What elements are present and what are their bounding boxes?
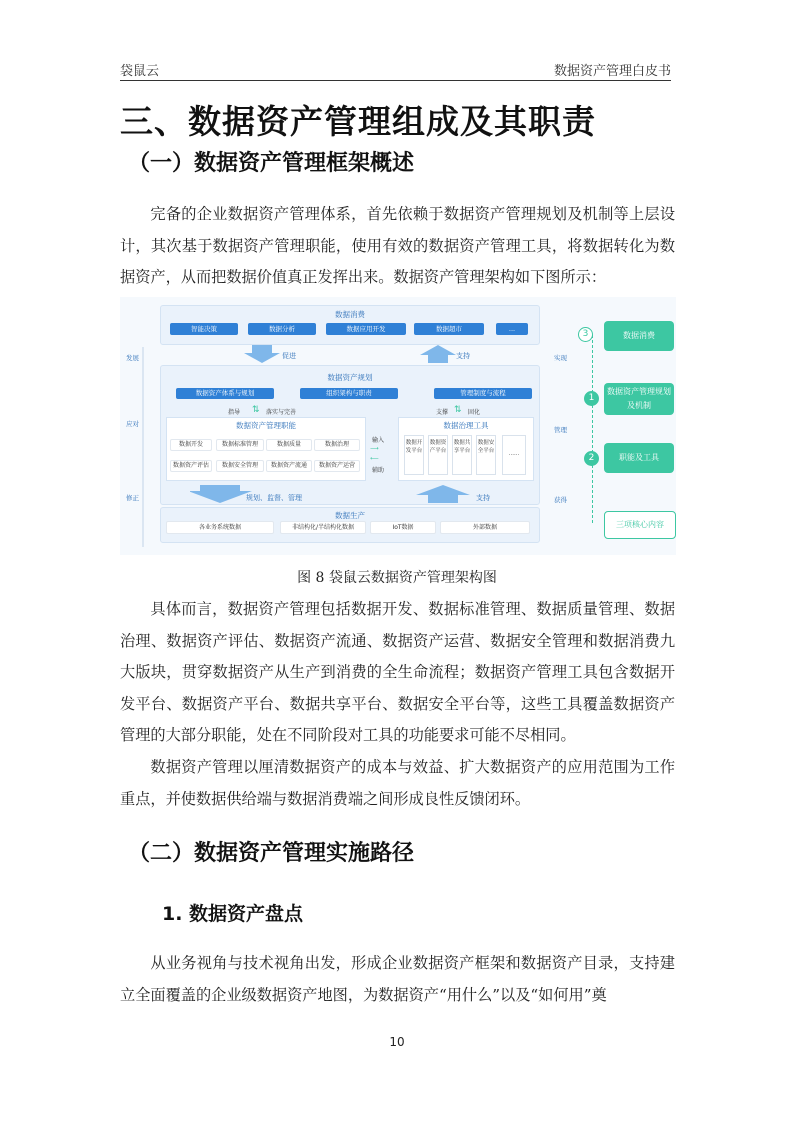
- paragraph: 从业务视角与技术视角出发，形成企业数据资产框架和数据资产目录，支持建立全面覆盖的企业级数据资产地图，为数据资产“用什么”以及“如何用”奠: [120, 954, 675, 1004]
- core-box-consume: 数据消费: [604, 321, 674, 351]
- right-label-obtain: 获得: [554, 496, 567, 504]
- step-number: 3: [578, 327, 593, 342]
- produce-item: IoT数据: [370, 521, 436, 534]
- architecture-diagram: [120, 297, 676, 555]
- label-support-top: 支持: [456, 352, 470, 360]
- label-plan-supervise: 规划、监督、管理: [246, 494, 302, 502]
- label-solid: 固化: [468, 409, 481, 416]
- tool-item: 数据资产平台: [428, 435, 448, 475]
- core-box-plan: 数据资产管理规划及机制: [604, 383, 674, 415]
- paragraph: 具体而言，数据资产管理包括数据开发、数据标准管理、数据质量管理、数据治理、数据资产评估、数据资产流通、数据资产运营、数据安全管理和数据消费九大版块，贯穿数据资产从生产到消费的全生命流程；数据资产管理工具包含数据开发平台、数据资产平台、数据共享平台、数据安全平台等，这些工具覆盖数据资产管理的大部分职能，处在不同阶段对工具的功能要求可能不尽相同。: [120, 600, 675, 744]
- function-item: 数据标准管理: [216, 439, 264, 451]
- core-content-box: 三项核心内容: [604, 511, 676, 539]
- label-input: 输入: [372, 437, 385, 444]
- arrow-left-icon: ⟵: [370, 455, 379, 462]
- section-title: （二）数据资产管理实施路径: [128, 841, 415, 866]
- function-item: 数据安全管理: [216, 460, 264, 472]
- tool-item: 数据开发平台: [404, 435, 424, 475]
- label-land: 落实与完善: [266, 409, 297, 416]
- tool-item: 数据共享平台: [452, 435, 472, 475]
- step-number: 1: [584, 391, 599, 406]
- produce-item: 各业务系统数据: [166, 521, 274, 534]
- arrows-updown-icon: ⇅: [252, 405, 260, 415]
- paragraph: 数据资产管理以厘清数据资产的成本与效益、扩大数据资产的应用范围为工作重点，并使数据供给端与数据消费端之间形成良性反馈闭环。: [120, 758, 675, 808]
- function-item: 数据资产运营: [314, 460, 360, 472]
- produce-title: 数据生产: [335, 511, 365, 520]
- consume-item: ...: [496, 323, 528, 335]
- plan-item: 组织架构与职责: [300, 388, 398, 399]
- plan-title: 数据资产规划: [327, 373, 373, 382]
- page-number: 10: [389, 1035, 405, 1049]
- produce-item: 外部数据: [440, 521, 530, 534]
- functions-title: 数据资产管理职能: [236, 421, 296, 430]
- consume-item: 数据超市: [414, 323, 484, 335]
- figure-caption: 图 8 袋鼠云数据资产管理架构图: [297, 570, 497, 586]
- plan-item: 管理制度与流程: [434, 388, 532, 399]
- side-label-respond: 应对: [126, 420, 139, 428]
- arrow-right-icon: ⟶: [370, 445, 379, 452]
- header-company: 袋鼠云: [120, 64, 160, 79]
- label-assist: 辅助: [372, 467, 385, 474]
- function-item: 数据治理: [314, 439, 360, 451]
- core-box-tools: 职能及工具: [604, 443, 674, 473]
- tool-item: ......: [502, 435, 526, 475]
- paragraph: 完备的企业数据资产管理体系，首先依赖于数据资产管理规划及机制等上层设计，其次基于数据资产管理职能，使用有效的数据资产管理工具，将数据转化为数据资产，从而把数据价值真正发挥出来。数据资产管理架构如下图所示：: [120, 205, 675, 286]
- right-label-manage: 管理: [554, 426, 567, 434]
- arrows-updown-icon: ⇅: [454, 405, 462, 415]
- section-title: （一）数据资产管理框架概述: [128, 151, 415, 176]
- header-doc-title: 数据资产管理白皮书: [553, 64, 671, 79]
- subsection-title: 1. 数据资产盘点: [162, 903, 304, 925]
- right-label-realize: 实现: [554, 354, 567, 362]
- chapter-title: 三、数据资产管理组成及其职责: [120, 102, 596, 141]
- consume-item: 数据应用开发: [326, 323, 406, 335]
- produce-item: 非结构化/半结构化数据: [280, 521, 366, 534]
- tools-title: 数据治理工具: [443, 421, 489, 430]
- green-dashed-line: [592, 335, 594, 523]
- plan-item: 数据资产体系与规划: [176, 388, 274, 399]
- consume-item: 智能决策: [170, 323, 238, 335]
- label-promote: 促进: [282, 352, 296, 360]
- step-number: 2: [584, 451, 599, 466]
- page-header: [120, 58, 671, 81]
- left-side-bar: [142, 347, 144, 547]
- label-support-small: 支撑: [436, 409, 449, 416]
- consume-item: 数据分析: [248, 323, 316, 335]
- side-label-correct: 修正: [126, 494, 139, 502]
- function-item: 数据质量: [266, 439, 312, 451]
- function-item: 数据资产流通: [266, 460, 312, 472]
- label-support-bottom: 支持: [476, 494, 490, 502]
- function-item: 数据资产评估: [170, 460, 212, 472]
- consume-title: 数据消费: [335, 310, 365, 319]
- label-guide: 指导: [228, 409, 241, 416]
- function-item: 数据开发: [170, 439, 212, 451]
- tool-item: 数据安全平台: [476, 435, 496, 475]
- side-label-develop: 发展: [126, 354, 139, 362]
